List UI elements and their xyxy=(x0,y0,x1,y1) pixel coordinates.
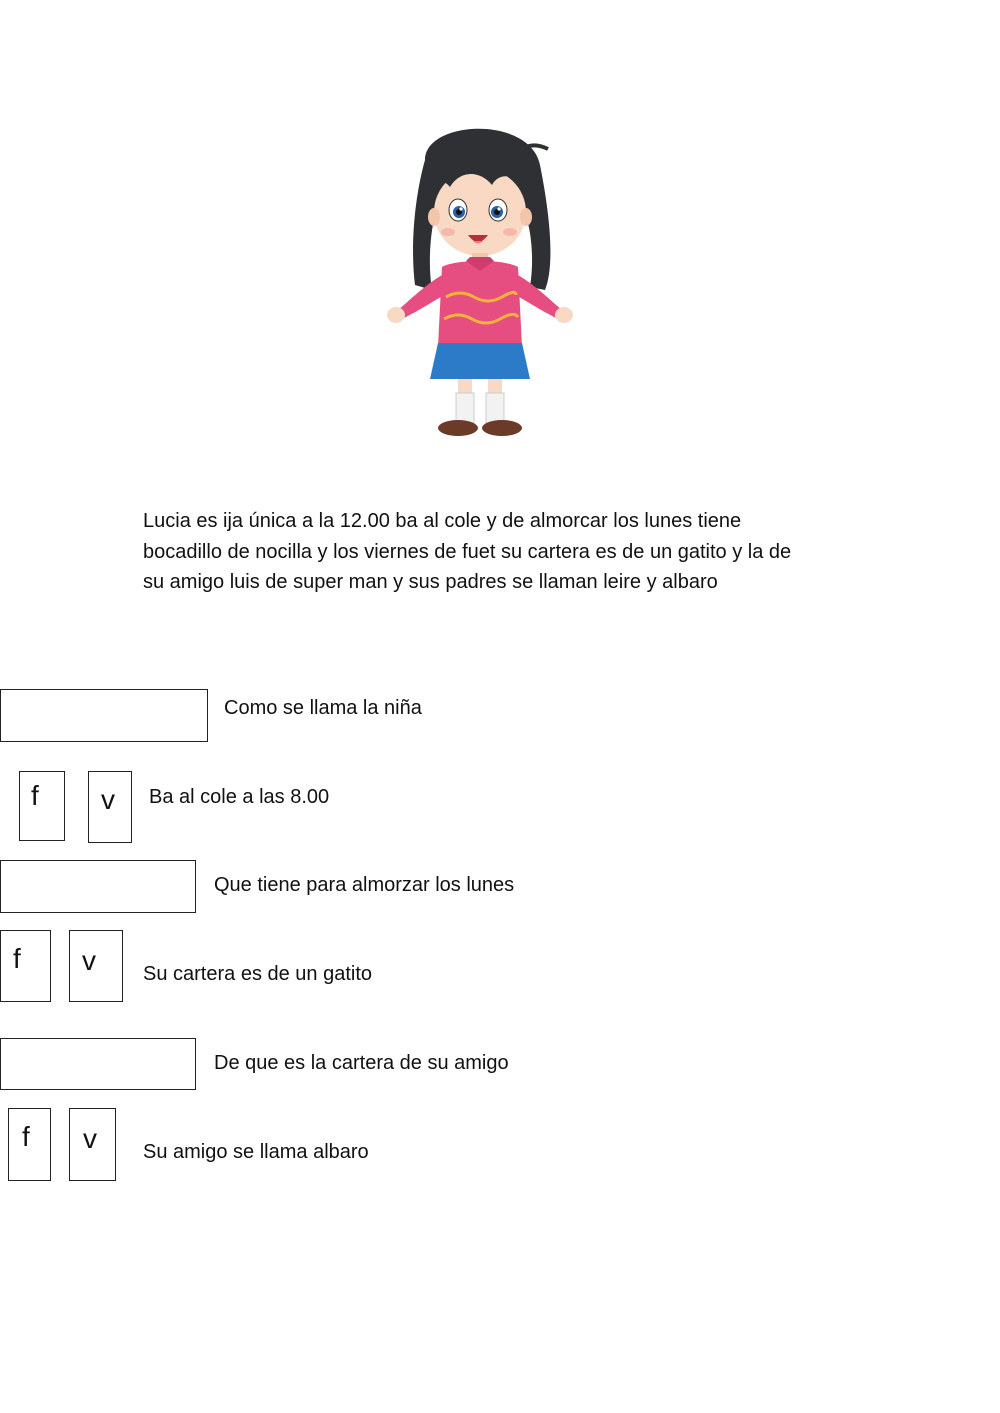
story-text xyxy=(143,506,863,598)
true-box-1[interactable] xyxy=(88,771,132,843)
answer-box-1[interactable] xyxy=(0,689,208,742)
girl-illustration xyxy=(380,115,580,445)
true-label: v xyxy=(101,784,115,815)
question-1-text: Como se llama la niña xyxy=(224,697,422,719)
question-3-text: Que tiene para almorzar los lunes xyxy=(214,874,515,896)
false-box-3[interactable] xyxy=(8,1108,51,1181)
true-box-3[interactable] xyxy=(69,1108,116,1181)
question-4-text: Su cartera es de un gatito xyxy=(143,963,373,985)
true-label: v xyxy=(83,1123,97,1154)
answer-box-3[interactable] xyxy=(0,1038,196,1090)
story-line: Lucia es ija única a la 12.00 ba al cole y de almorcar los lunes tiene xyxy=(143,510,742,532)
story-line: bocadillo de nocilla y los viernes de fuet su cartera es de un gatito y la de xyxy=(143,540,792,563)
story-line: su amigo luis de super man y sus padres se llaman leire y albaro xyxy=(143,571,718,593)
answer-box-2[interactable] xyxy=(0,860,196,913)
question-5-text: De que es la cartera de su amigo xyxy=(214,1052,509,1074)
false-label: f xyxy=(31,780,39,811)
question-2-text: Ba al cole a las 8.00 xyxy=(149,786,330,808)
false-box-1[interactable] xyxy=(19,771,65,841)
true-label: v xyxy=(82,945,96,976)
question-6-text: Su amigo se llama albaro xyxy=(143,1141,369,1163)
false-label: f xyxy=(22,1121,30,1152)
false-box-2[interactable] xyxy=(0,930,51,1002)
false-label: f xyxy=(13,943,21,974)
true-box-2[interactable] xyxy=(69,930,123,1002)
